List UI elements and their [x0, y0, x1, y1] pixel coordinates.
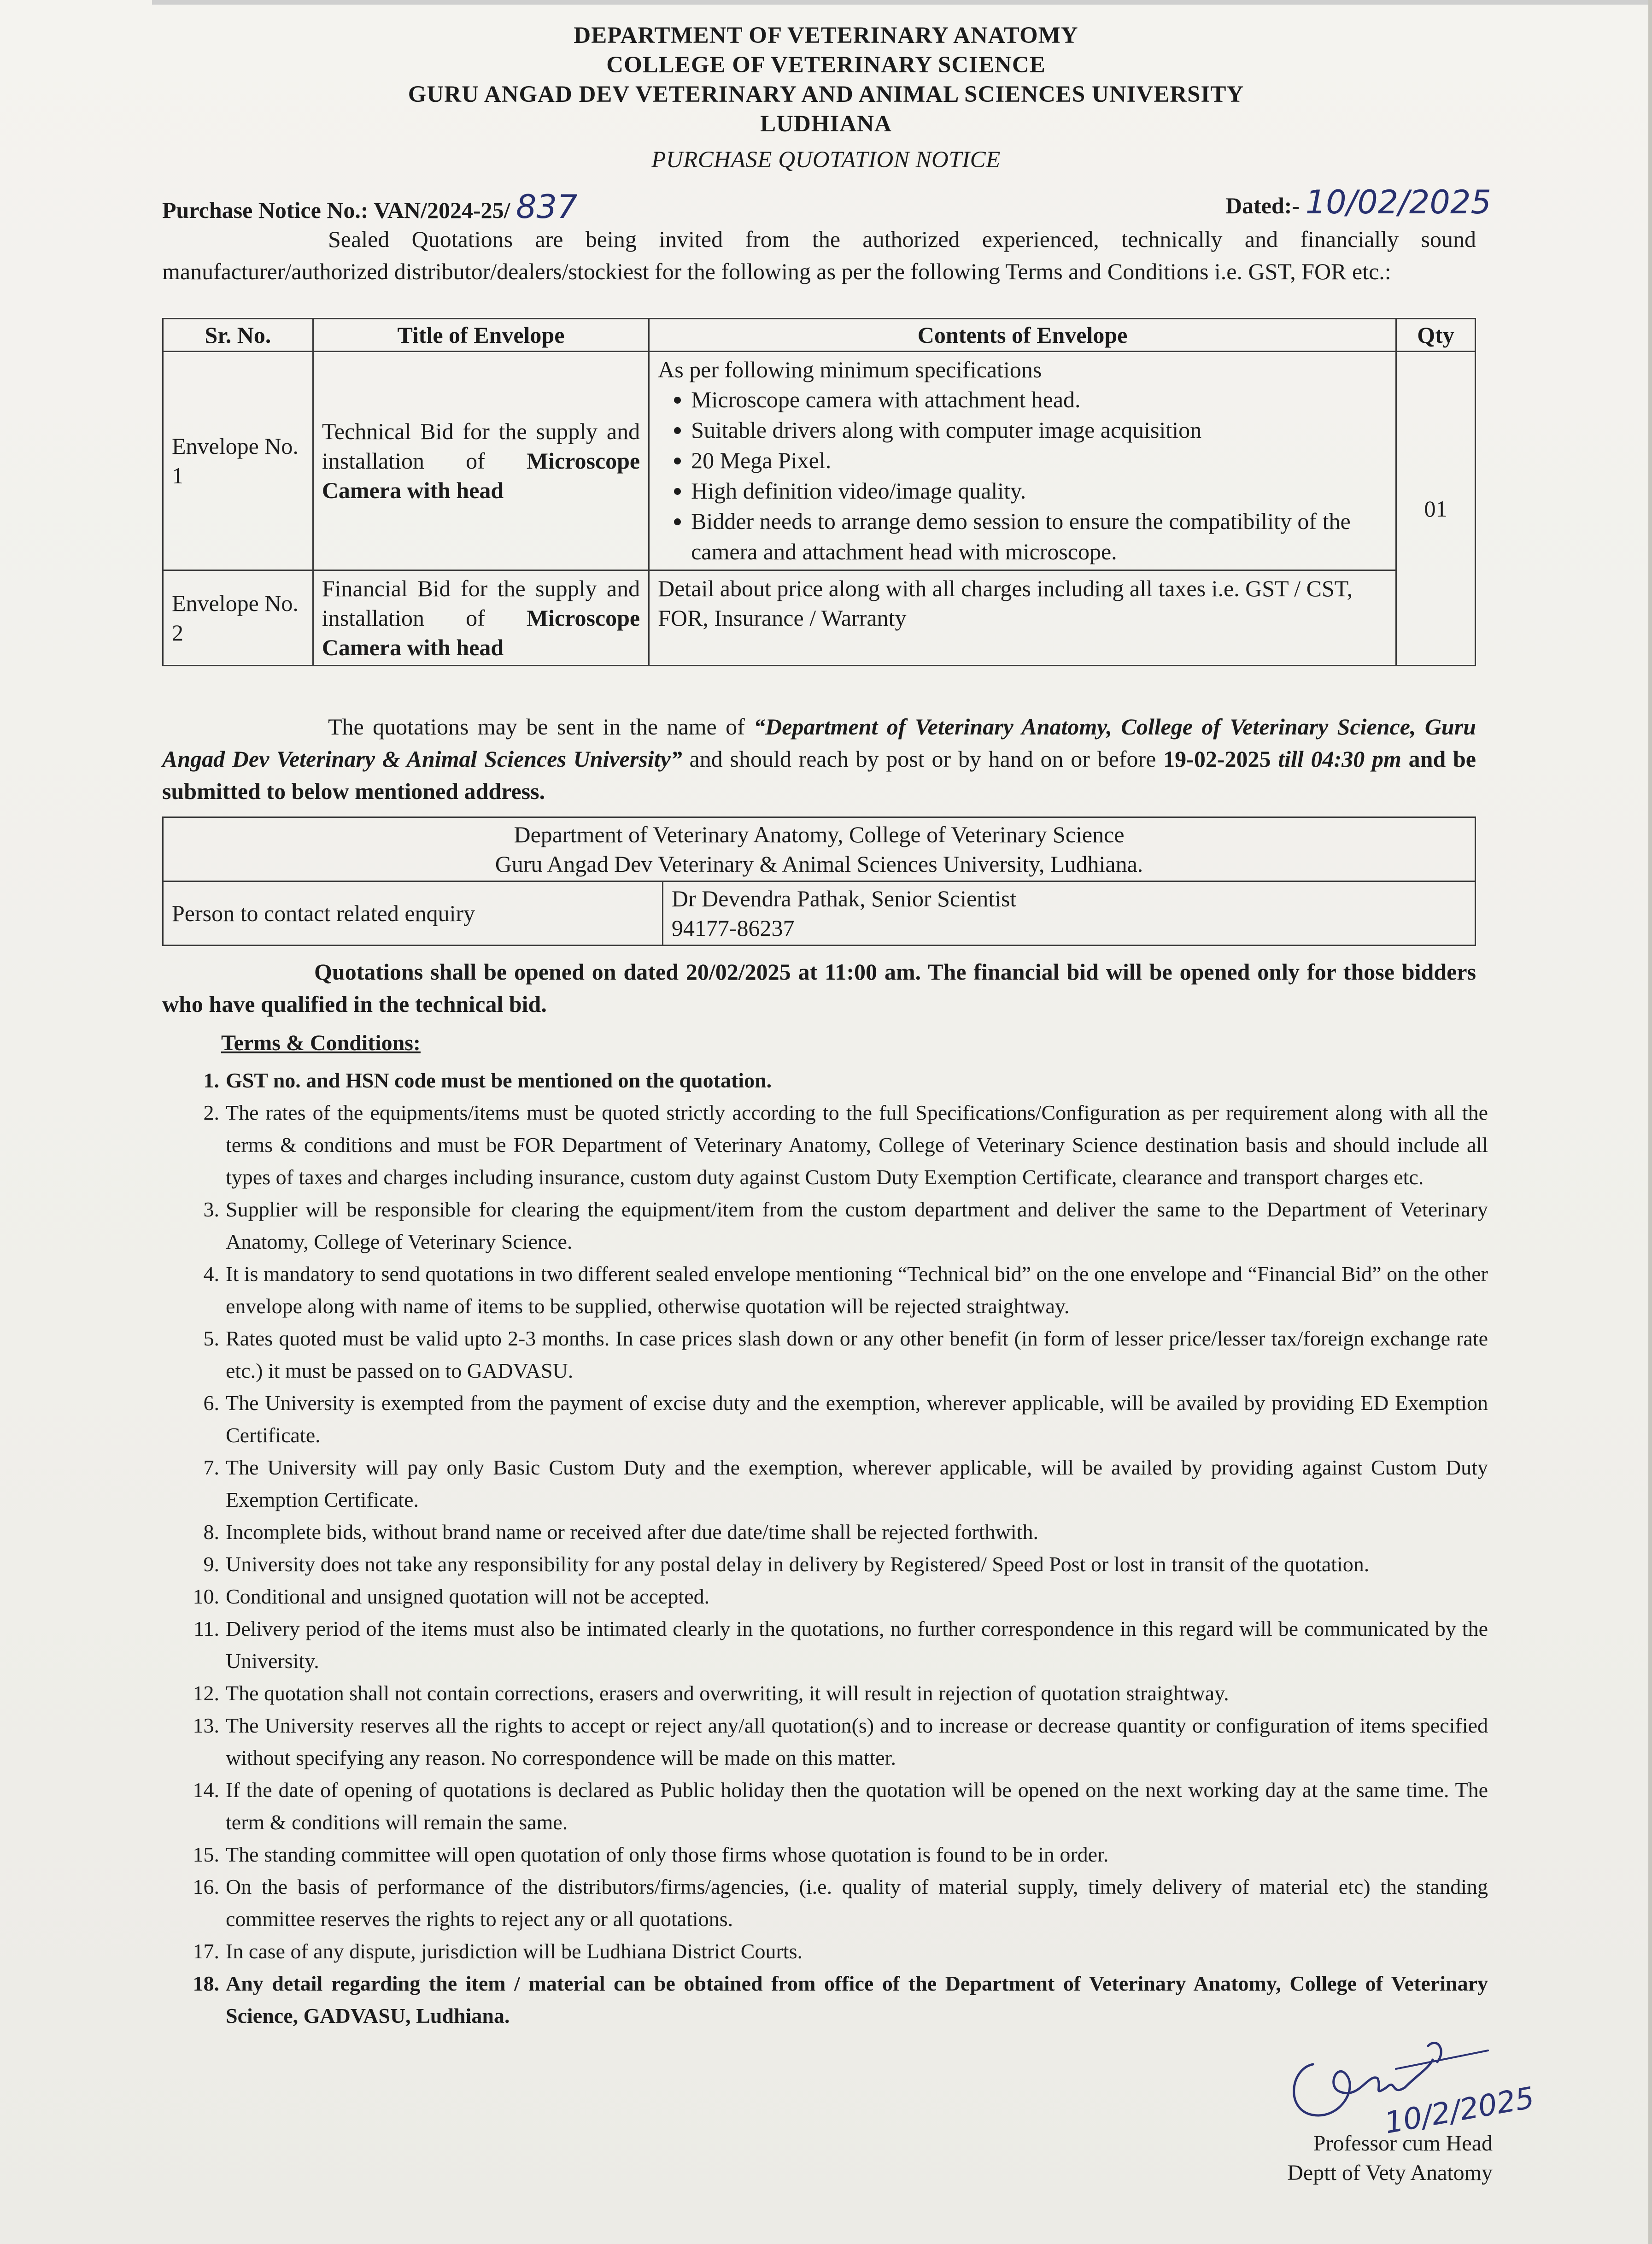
list-item: 5. Rates quoted must be valid upto 2-3 months. In case prices slash down or any other benefit (in form of lesser price/lesser tax/foreign exchange rate etc.) it must be passed on to GADVASU.	[203, 1327, 1488, 1382]
terms-list	[175, 1064, 1488, 2032]
table-row	[163, 570, 1476, 666]
list-item: 16. On the basis of performance of the distributors/firms/agencies, (i.e. quality of material supply, timely delivery of material etc) the standing committee reserves the rights to reject any or all quotations.	[193, 1875, 1488, 1931]
list-item: • 20 Mega Pixel.	[691, 445, 1387, 476]
col-header-contents: Contents of Envelope	[649, 319, 1396, 352]
envelope-table	[162, 318, 1476, 666]
list-item: 9. University does not take any responsibility for any postal delay in delivery by Registered/ Speed Post or lost in transit of the quotation.	[203, 1552, 1370, 1576]
terms-title: Terms & Conditions:	[221, 1031, 421, 1055]
page-right-edge	[1648, 0, 1652, 2244]
list-item: • Suitable drivers along with computer image acquisition	[691, 415, 1387, 445]
col-header-title: Title of Envelope	[313, 319, 649, 352]
college-heading: COLLEGE OF VETERINARY SCIENCE	[606, 52, 1046, 78]
notice-subtitle: PURCHASE QUOTATION NOTICE	[651, 147, 1001, 173]
address-cell: Department of Veterinary Anatomy, College of Veterinary Science Guru Angad Dev Veterinary & Animal Sciences University, Ludhiana.	[163, 817, 1476, 881]
envelope-2-sr: Envelope No. 2	[163, 570, 313, 666]
spec-list	[658, 384, 1387, 567]
intro-paragraph: Sealed Quotations are being invited from the authorized experienced, technically and financially sound manufacturer/authorized distributor/dealers/stockiest for the following as per the following Terms and Conditions i.e. GST, FOR etc.:	[162, 226, 1476, 284]
handwritten-date: 10/02/2025	[1305, 183, 1492, 221]
col-header-qty: Qty	[1396, 319, 1476, 352]
list-item: 1. GST no. and HSN code must be mentioned on the quotation.	[203, 1069, 772, 1092]
list-item: 18. Any detail regarding the item / material can be obtained from office of the Department of Veterinary Anatomy, College of Veterinary Science, GADVASU, Ludhiana.	[193, 1972, 1488, 2027]
list-item: 3. Supplier will be responsible for clearing the equipment/item from the custom department and deliver the same to the Department of Veterinary Anatomy, College of Veterinary Science.	[203, 1198, 1488, 1253]
purchase-notice-number: Purchase Notice No.: VAN/2024-25/ 837	[162, 188, 578, 226]
handwritten-notice-number: 837	[516, 188, 578, 226]
list-item: 8. Incomplete bids, without brand name or received after due date/time shall be rejected forthwith.	[203, 1520, 1038, 1544]
table-row	[163, 352, 1476, 570]
notice-date: Dated:- 10/02/2025	[1225, 183, 1492, 221]
envelope-table-header	[163, 319, 1476, 352]
contact-label: Person to contact related enquiry	[163, 881, 663, 946]
list-item: 2. The rates of the equipments/items must be quoted strictly according to the full Specifications/Configuration as per requirement along with all the terms & conditions and must be FOR Department of Veterinary Anatomy, College of Veterinary Science destination basis and should include all types of taxes and charges including insurance, custom duty against Custom Duty Exemption Certificate, clearance and transport charges etc.	[203, 1101, 1488, 1189]
city-heading: LUDHIANA	[760, 111, 892, 137]
list-item: • Bidder needs to arrange demo session to ensure the compatibility of the camera and attachment head with microscope.	[691, 506, 1387, 567]
list-item: • Microscope camera with attachment head.	[691, 384, 1387, 415]
envelope-1-sr: Envelope No. 1	[163, 352, 313, 570]
list-item: 12. The quotation shall not contain corrections, erasers and overwriting, it will result in rejection of quotation straightway.	[193, 1681, 1229, 1705]
list-item: 10. Conditional and unsigned quotation will not be accepted.	[193, 1585, 710, 1608]
contact-details: Dr Devendra Pathak, Senior Scientist 94177-86237	[662, 881, 1475, 946]
list-item: 14. If the date of opening of quotations is declared as Public holiday then the quotation will be opened on the next working day at the same time. The term & conditions will remain the same.	[193, 1778, 1488, 1834]
list-item: 7. The University will pay only Basic Custom Duty and the exemption, wherever applicable, will be availed by providing against Custom Duty Exemption Certificate.	[203, 1456, 1488, 1511]
list-item: 15. The standing committee will open quotation of only those firms whose quotation is found to be in order.	[193, 1843, 1109, 1866]
list-item: 11. Delivery period of the items must also be intimated clearly in the quotations, no further correspondence in this regard will be communicated by the University.	[193, 1617, 1488, 1673]
quotation-paragraph: The quotations may be sent in the name of “Department of Veterinary Anatomy, College of Veterinary Science, Guru Angad Dev Veterinary & Animal Sciences University” and should reach by post or by hand on or before 19-02-2025 till 04:30 pm and be submitted to below mentioned address.	[162, 714, 1476, 804]
opening-note: Quotations shall be opened on dated 20/02/2025 at 11:00 am. The financial bid will be opened only for those bidders who have qualified in the technical bid.	[162, 959, 1476, 1017]
handwritten-signature	[1281, 2018, 1537, 2143]
envelope-1-contents: As per following minimum specifications • Microscope camera with attachment head. • Suitable drivers along with computer image acquisition • 20 Mega Pixel. • High definition video/image quality. • Bidder needs to arrange demo session to ensure the compatibility of the camera and attachment head with microscope.	[649, 352, 1396, 570]
list-item: 4. It is mandatory to send quotations in two different sealed envelope mentioning “Technical bid” on the one envelope and “Financial Bid” on the other envelope along with name of items to be supplied, otherwise quotation will be rejected straightway.	[203, 1262, 1488, 1318]
envelope-2-contents: Detail about price along with all charges including all taxes i.e. GST / CST, FOR, Insurance / Warranty	[649, 570, 1396, 666]
page-top-edge	[152, 0, 1649, 5]
university-heading: GURU ANGAD DEV VETERINARY AND ANIMAL SCIENCES UNIVERSITY	[408, 82, 1244, 107]
table-row	[163, 881, 1476, 946]
envelope-2-title: Financial Bid for the supply and installation of Microscope Camera with head	[313, 570, 649, 666]
list-item: • High definition video/image quality.	[691, 476, 1387, 506]
address-table	[162, 817, 1476, 946]
dept-heading: DEPARTMENT OF VETERINARY ANATOMY	[574, 23, 1078, 48]
list-item: 13. The University reserves all the rights to accept or reject any/all quotation(s) and to increase or decrease quantity or configuration of items specified without specifying any reason. No correspondence will be made on this matter.	[193, 1714, 1488, 1769]
col-header-sr: Sr. No.	[163, 319, 313, 352]
signature-date: 10/2/2025	[1382, 2080, 1537, 2141]
table-row	[163, 817, 1476, 881]
signatory-designation: Professor cum Head Deptt of Vety Anatomy	[1287, 2131, 1493, 2185]
list-item: 6. The University is exempted from the payment of excise duty and the exemption, wherever applicable, will be availed by providing ED Exemption Certificate.	[203, 1391, 1488, 1447]
envelope-1-title: Technical Bid for the supply and installation of Microscope Camera with head	[313, 352, 649, 570]
list-item: 17. In case of any dispute, jurisdiction will be Ludhiana District Courts.	[193, 1939, 803, 1963]
quantity-cell: 01	[1396, 352, 1476, 666]
